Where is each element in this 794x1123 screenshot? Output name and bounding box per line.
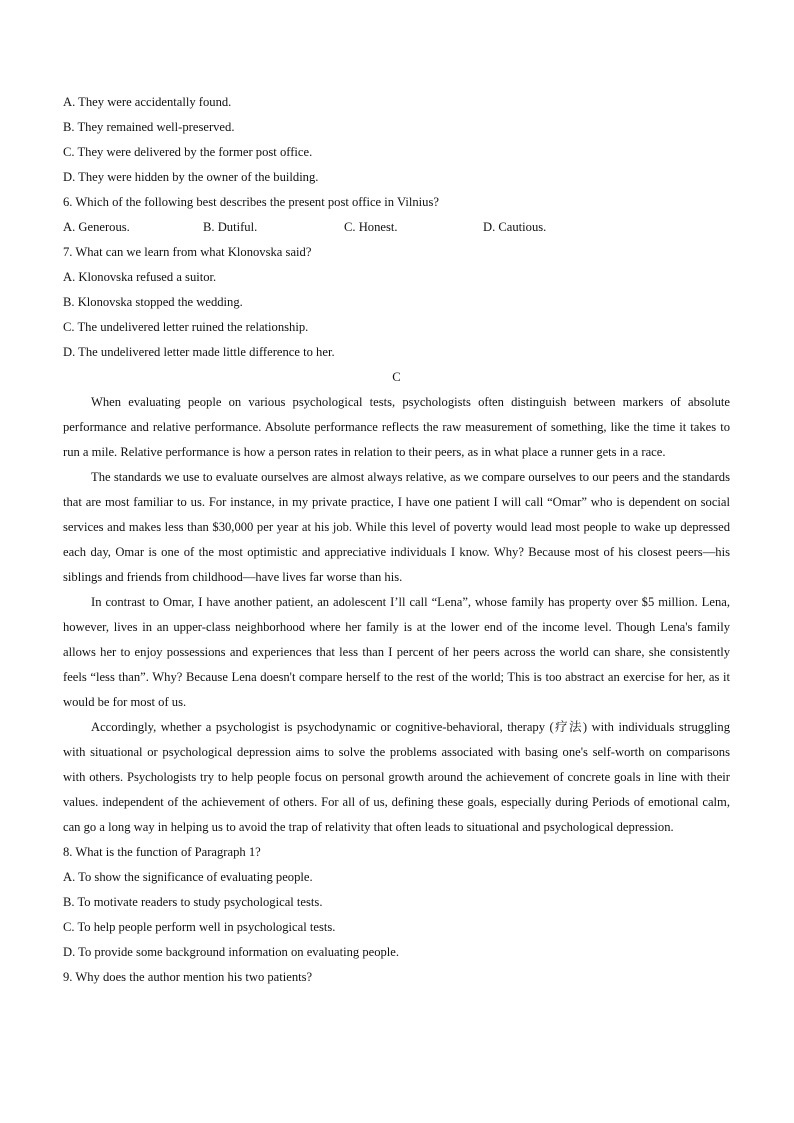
q7-question: 7. What can we learn from what Klonovska said? [63, 245, 312, 259]
q6-option-c: C. Honest. [344, 220, 398, 234]
q6-option-a: A. Generous. [63, 220, 130, 234]
q5-option-d: D. They were hidden by the owner of the building. [63, 170, 319, 184]
passage-paragraph-4: Accordingly, whether a psychologist is psychodynamic or cognitive-behavioral, therapy (疗法) with individuals struggling with situational or psychological depression aims to solve the problems associated with basing one's self-worth on comparisons with others. Psychologists try to help people focus on personal growth around the achievement of concrete goals in line with their values. independent of the achievement of others. For all of us, defining these goals, especially during Periods of emotional calm, can go a long way in helping us to avoid the trap of relativity that often leads to situational and psychological depression. [63, 720, 730, 834]
q5-option-a: A. They were accidentally found. [63, 95, 232, 109]
q7-option-c: C. The undelivered letter ruined the relationship. [63, 320, 309, 334]
q7-option-b: B. Klonovska stopped the wedding. [63, 295, 243, 309]
q6-question: 6. Which of the following best describes the present post office in Vilnius? [63, 195, 439, 209]
q8-option-b: B. To motivate readers to study psychological tests. [63, 895, 323, 909]
q9-question: 9. Why does the author mention his two patients? [63, 970, 313, 984]
q5-option-b: B. They remained well-preserved. [63, 120, 235, 134]
q6-option-b: B. Dutiful. [203, 220, 258, 234]
q6-options [63, 215, 730, 240]
q7-option-d: D. The undelivered letter made little difference to her. [63, 345, 335, 359]
q8-option-d: D. To provide some background information on evaluating people. [63, 945, 400, 959]
q5-option-c: C. They were delivered by the former post office. [63, 145, 313, 159]
exam-page [63, 90, 730, 990]
passage-paragraph-2: The standards we use to evaluate ourselves are almost always relative, as we compare ourselves to our peers and the standards that are most familiar to us. For instance, in my private practice, I have one patient I will call “Omar” who is dependent on social services and makes less than $30,000 per year at his job. While this level of poverty would lead most people to wake up depressed each day, Omar is one of the most optimistic and appreciative individuals I know. Why? Because most of his closest peers—his siblings and friends from childhood—have lives far worse than his. [63, 470, 730, 584]
passage-paragraph-3: In contrast to Omar, I have another patient, an adolescent I’ll call “Lena”, whose family has property over $5 million. Lena, however, lives in an upper-class neighborhood where her family is at the lower end of the income level. Though Lena's family allows her to enjoy possessions and experiences that less than I percent of her peers across the world can share, she consistently feels “less than”. Why? Because Lena doesn't compare herself to the rest of the world; This is too abstract an exercise for her, as it would be for most of us. [63, 595, 730, 709]
section-label: C [392, 370, 401, 384]
q8-question: 8. What is the function of Paragraph 1? [63, 845, 261, 859]
q7-option-a: A. Klonovska refused a suitor. [63, 270, 217, 284]
passage-paragraph-1: When evaluating people on various psychological tests, psychologists often distinguish between markers of absolute performance and relative performance. Absolute performance reflects the raw measurement of something, like the time it takes to run a mile. Relative performance is how a person rates in relation to their peers, as in what place a runner gets in a race. [63, 395, 730, 459]
q6-option-d: D. Cautious. [483, 220, 547, 234]
q8-option-c: C. To help people perform well in psychological tests. [63, 920, 336, 934]
q8-option-a: A. To show the significance of evaluating people. [63, 870, 313, 884]
